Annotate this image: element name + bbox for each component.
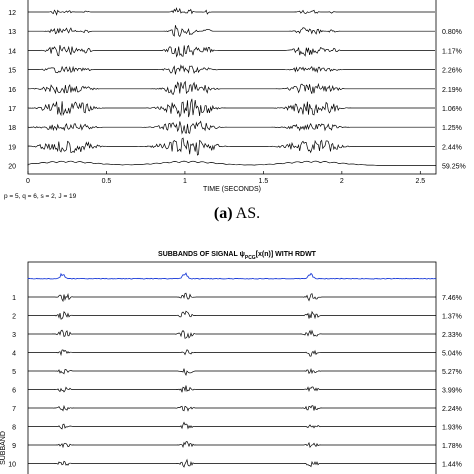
bottom-subband-percent: 2.24% <box>442 406 462 413</box>
top-x-tick-label: 0.5 <box>101 178 112 185</box>
top-subband-label: 20 <box>8 163 16 171</box>
bottom-subband-trace <box>28 350 436 356</box>
bottom-subband-trace <box>28 406 436 411</box>
top-subband-percent: 0.80% <box>442 29 462 37</box>
top-subband-percent: 2.44% <box>442 144 462 152</box>
caption-letter: (a) <box>213 205 233 222</box>
bottom-subband-percent: 1.37% <box>442 313 462 321</box>
top-subband-percent: 1.06% <box>442 106 462 113</box>
bottom-input-signal-trace <box>28 273 436 279</box>
top-subband-percent: 1.25% <box>442 125 462 133</box>
bottom-subband-label: 1 <box>12 295 16 302</box>
figure-caption <box>0 205 474 223</box>
bottom-subband-label: 3 <box>12 332 16 339</box>
top-x-tick-label: 1 <box>182 178 187 185</box>
bottom-subband-trace <box>28 293 436 301</box>
caption-text: AS. <box>235 205 261 222</box>
top-subband-trace <box>28 82 435 95</box>
bottom-subband-trace <box>28 386 436 393</box>
top-x-axis-title: TIME (SECONDS) <box>203 186 261 193</box>
bottom-subband-label: 9 <box>12 443 16 450</box>
top-parameter-note: p = 5, q = 6, s = 2, J = 19 <box>4 193 77 200</box>
top-x-tick-label: 0 <box>26 178 30 185</box>
bottom-chart-title <box>158 251 317 261</box>
bottom-subband-trace <box>28 422 436 429</box>
top-x-tick-label: 2.5 <box>415 178 426 185</box>
bottom-subband-percent: 1.93% <box>442 424 462 432</box>
bottom-subband-label: 6 <box>12 387 16 395</box>
top-subband-label: 18 <box>8 125 16 133</box>
top-subband-trace <box>28 8 435 15</box>
top-subband-label: 13 <box>8 29 16 37</box>
top-subband-percent: 2.26% <box>442 67 462 75</box>
bottom-subband-trace <box>28 330 436 338</box>
bottom-subband-label: 7 <box>12 406 16 413</box>
bottom-subband-label: 10 <box>8 461 16 469</box>
title-end: [x(n)] WITH RDWT <box>255 251 316 258</box>
title-psi: ψ <box>239 251 245 258</box>
top-subband-label: 14 <box>8 48 16 56</box>
top-subband-percent: 1.17% <box>442 48 462 56</box>
bottom-subband-trace <box>28 369 436 375</box>
top-x-tick-label: 2 <box>339 178 344 185</box>
bottom-subband-percent: 5.04% <box>442 350 462 358</box>
bottom-subband-percent: 5.27% <box>442 369 462 376</box>
bottom-subband-percent: 7.46% <box>442 295 462 302</box>
bottom-subband-percent: 2.33% <box>442 332 462 339</box>
top-subband-label: 15 <box>8 67 16 75</box>
bottom-plot-frame <box>28 262 436 474</box>
top-panel-chart <box>4 0 466 200</box>
bottom-subband-label: 4 <box>12 350 16 358</box>
bottom-panel-chart <box>0 251 462 474</box>
bottom-subband-trace <box>28 442 436 448</box>
bottom-subband-percent: 3.99% <box>442 387 462 395</box>
top-subband-trace <box>28 65 435 74</box>
top-subband-label: 12 <box>8 10 16 17</box>
bottom-subband-percent: 1.44% <box>442 461 462 469</box>
top-subband-percent: 2.19% <box>442 86 462 94</box>
bottom-subband-label: 5 <box>12 369 16 376</box>
bottom-subband-trace <box>28 311 436 319</box>
bottom-subband-trace <box>28 460 436 467</box>
top-subband-label: 16 <box>8 86 16 94</box>
top-subband-trace <box>28 121 435 133</box>
top-subband-trace <box>28 161 436 166</box>
bottom-subband-percent: 1.78% <box>442 443 462 450</box>
top-subband-trace <box>28 138 435 155</box>
title-subscript: PCG <box>244 255 256 261</box>
bottom-y-axis-title: SUBBAND <box>0 431 7 465</box>
top-subband-label: 17 <box>8 106 16 113</box>
top-subband-trace <box>28 45 435 56</box>
bottom-subband-label: 2 <box>12 313 16 321</box>
top-subband-percent: 59.25% <box>442 163 466 171</box>
top-subband-label: 19 <box>8 144 16 152</box>
top-subband-trace <box>28 99 435 117</box>
bottom-subband-label: 8 <box>12 424 16 432</box>
top-x-tick-label: 1.5 <box>258 178 269 185</box>
top-subband-trace <box>28 25 435 36</box>
title-part: SUBBANDS OF SIGNAL <box>158 251 240 258</box>
